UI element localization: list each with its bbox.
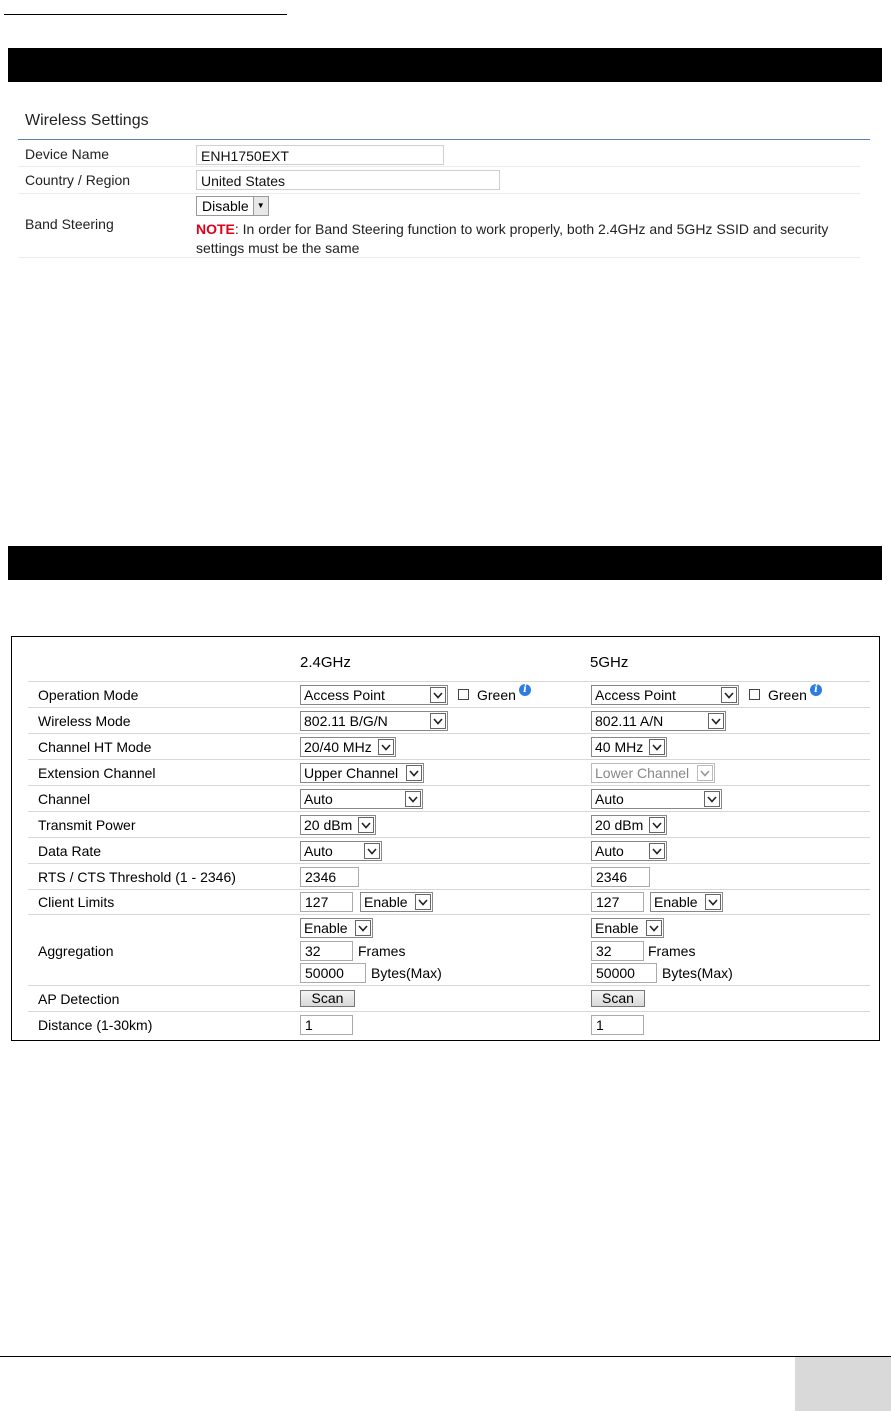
select-value: Enable — [595, 920, 639, 936]
aggregation-bytes-input-5ghz[interactable]: 50000 — [591, 963, 657, 983]
chevron-down-icon — [358, 817, 374, 833]
data-rate-select-2-4ghz[interactable] — [300, 841, 382, 861]
row-divider — [28, 733, 870, 734]
band-steering-select[interactable] — [196, 196, 269, 216]
wireless-mode-label: Wireless Mode — [38, 713, 131, 729]
operation-mode-select-2-4ghz[interactable] — [300, 685, 448, 705]
rts-cts-input-2-4ghz[interactable]: 2346 — [300, 867, 359, 887]
chevron-down-icon — [649, 817, 665, 833]
row-divider — [28, 863, 870, 864]
chevron-down-icon — [649, 739, 665, 755]
chevron-down-icon — [646, 920, 662, 936]
row-divider — [28, 1011, 870, 1012]
select-value: Enable — [654, 894, 698, 910]
channel-ht-mode-select-2-4ghz[interactable] — [300, 737, 396, 757]
transmit-power-label: Transmit Power — [38, 817, 136, 833]
aggregation-frames-input-2-4ghz[interactable]: 32 — [300, 941, 353, 961]
extension-channel-select-5ghz[interactable] — [591, 763, 715, 783]
row-divider — [28, 914, 870, 915]
client-limits-enable-select-5ghz[interactable] — [650, 892, 723, 912]
band-steering-label: Band Steering — [25, 216, 114, 232]
chevron-down-icon — [355, 920, 371, 936]
select-value: 802.11 A/N — [595, 713, 664, 729]
chevron-down-icon: ▼ — [253, 197, 268, 215]
wireless-mode-select-5ghz[interactable] — [591, 711, 726, 731]
row-divider — [28, 707, 870, 708]
frames-unit-5ghz: Frames — [648, 943, 696, 959]
device-name-label: Device Name — [25, 146, 110, 162]
chevron-down-icon — [697, 765, 713, 781]
select-value: Enable — [364, 894, 408, 910]
chevron-down-icon — [705, 894, 721, 910]
client-limits-enable-select-2-4ghz[interactable] — [360, 892, 433, 912]
aggregation-enable-select-2-4ghz[interactable] — [300, 918, 373, 938]
column-header-5ghz: 5GHz — [590, 654, 629, 671]
chevron-down-icon — [649, 843, 665, 859]
row-divider — [28, 837, 870, 838]
page-number-box — [795, 1357, 891, 1411]
select-value: Auto — [304, 791, 333, 807]
select-value: 20 dBm — [595, 817, 644, 833]
select-value: Access Point — [595, 687, 676, 703]
aggregation-bytes-input-2-4ghz[interactable]: 50000 — [300, 963, 366, 983]
note-text: : In order for Band Steering function to work properly, both 2.4GHz and 5GHz SSID and security settings must be the same — [196, 221, 829, 256]
frames-unit-2-4ghz: Frames — [358, 943, 406, 959]
wireless-settings-title: Wireless Settings — [25, 112, 149, 129]
chevron-down-icon — [415, 894, 431, 910]
country-region-label: Country / Region — [25, 172, 131, 188]
bytes-unit-5ghz: Bytes(Max) — [662, 965, 733, 981]
device-name-field[interactable]: ENH1750EXT — [196, 145, 444, 165]
operation-mode-select-5ghz[interactable] — [591, 685, 739, 705]
chevron-down-icon — [704, 791, 720, 807]
select-value: Upper Channel — [304, 765, 399, 781]
client-limits-input-2-4ghz[interactable]: 127 — [300, 892, 353, 912]
data-rate-select-5ghz[interactable] — [591, 841, 667, 861]
extension-channel-select-2-4ghz[interactable] — [300, 763, 424, 783]
client-limits-label: Client Limits — [38, 894, 115, 910]
row-divider — [28, 811, 870, 812]
country-region-field[interactable]: United States — [196, 170, 500, 190]
channel-select-5ghz[interactable] — [591, 789, 722, 809]
select-value: Auto — [595, 791, 624, 807]
ap-detection-label: AP Detection — [38, 991, 120, 1007]
chevron-down-icon — [405, 791, 421, 807]
green-label-2-4ghz: Green — [477, 687, 516, 703]
band-steering-value: Disable — [202, 198, 249, 214]
select-value: 20/40 MHz — [304, 739, 372, 755]
footer-rule — [0, 1356, 891, 1357]
bytes-unit-2-4ghz: Bytes(Max) — [371, 965, 442, 981]
row-divider — [18, 257, 860, 258]
note-prefix: NOTE — [196, 221, 235, 237]
row-divider — [28, 889, 870, 890]
row-divider — [18, 193, 860, 194]
chevron-down-icon — [378, 739, 394, 755]
extension-channel-label: Extension Channel — [38, 765, 156, 781]
top-underline — [4, 14, 287, 15]
transmit-power-select-2-4ghz[interactable] — [300, 815, 376, 835]
chevron-down-icon — [406, 765, 422, 781]
operation-mode-label: Operation Mode — [38, 687, 139, 703]
green-checkbox-2-4ghz[interactable] — [458, 689, 469, 700]
select-value: Access Point — [304, 687, 385, 703]
aggregation-frames-input-5ghz[interactable]: 32 — [591, 941, 644, 961]
info-icon[interactable]: i — [519, 684, 531, 696]
wireless-mode-select-2-4ghz[interactable] — [300, 711, 448, 731]
chevron-down-icon — [364, 843, 380, 859]
row-divider — [18, 166, 860, 167]
green-label-5ghz: Green — [768, 687, 807, 703]
client-limits-input-5ghz[interactable]: 127 — [591, 892, 644, 912]
aggregation-enable-select-5ghz[interactable] — [591, 918, 664, 938]
select-value: Enable — [304, 920, 348, 936]
row-divider — [28, 759, 870, 760]
select-value: 802.11 B/G/N — [304, 713, 388, 729]
rts-cts-input-5ghz[interactable]: 2346 — [591, 867, 650, 887]
row-divider — [28, 681, 870, 682]
transmit-power-select-5ghz[interactable] — [591, 815, 667, 835]
channel-select-2-4ghz[interactable] — [300, 789, 423, 809]
channel-label: Channel — [38, 791, 91, 807]
select-value: Lower Channel — [595, 765, 690, 781]
channel-ht-mode-select-5ghz[interactable] — [591, 737, 667, 757]
chevron-down-icon — [430, 713, 446, 729]
section-bar-top — [8, 48, 882, 82]
row-divider — [28, 785, 870, 786]
distance-input-5ghz[interactable]: 1 — [591, 1015, 644, 1035]
section-bar-middle — [8, 546, 882, 580]
green-checkbox-5ghz[interactable] — [749, 689, 760, 700]
column-header-2-4ghz: 2.4GHz — [300, 654, 351, 671]
band-steering-note — [196, 220, 866, 258]
chevron-down-icon — [708, 713, 724, 729]
aggregation-label: Aggregation — [38, 943, 114, 959]
select-value: Auto — [304, 843, 333, 859]
title-divider — [18, 139, 870, 140]
chevron-down-icon — [430, 687, 446, 703]
row-divider — [28, 985, 870, 986]
rts-cts-label: RTS / CTS Threshold (1 - 2346) — [38, 869, 236, 885]
chevron-down-icon — [721, 687, 737, 703]
select-value: Auto — [595, 843, 624, 859]
scan-button-2-4ghz[interactable]: Scan — [300, 990, 355, 1007]
scan-button-5ghz[interactable]: Scan — [591, 990, 645, 1007]
distance-label: Distance (1-30km) — [38, 1017, 153, 1033]
distance-input-2-4ghz[interactable]: 1 — [300, 1015, 353, 1035]
select-value: 40 MHz — [595, 739, 644, 755]
select-value: 20 dBm — [304, 817, 353, 833]
data-rate-label: Data Rate — [38, 843, 102, 859]
channel-ht-mode-label: Channel HT Mode — [38, 739, 152, 755]
info-icon[interactable]: i — [810, 684, 822, 696]
